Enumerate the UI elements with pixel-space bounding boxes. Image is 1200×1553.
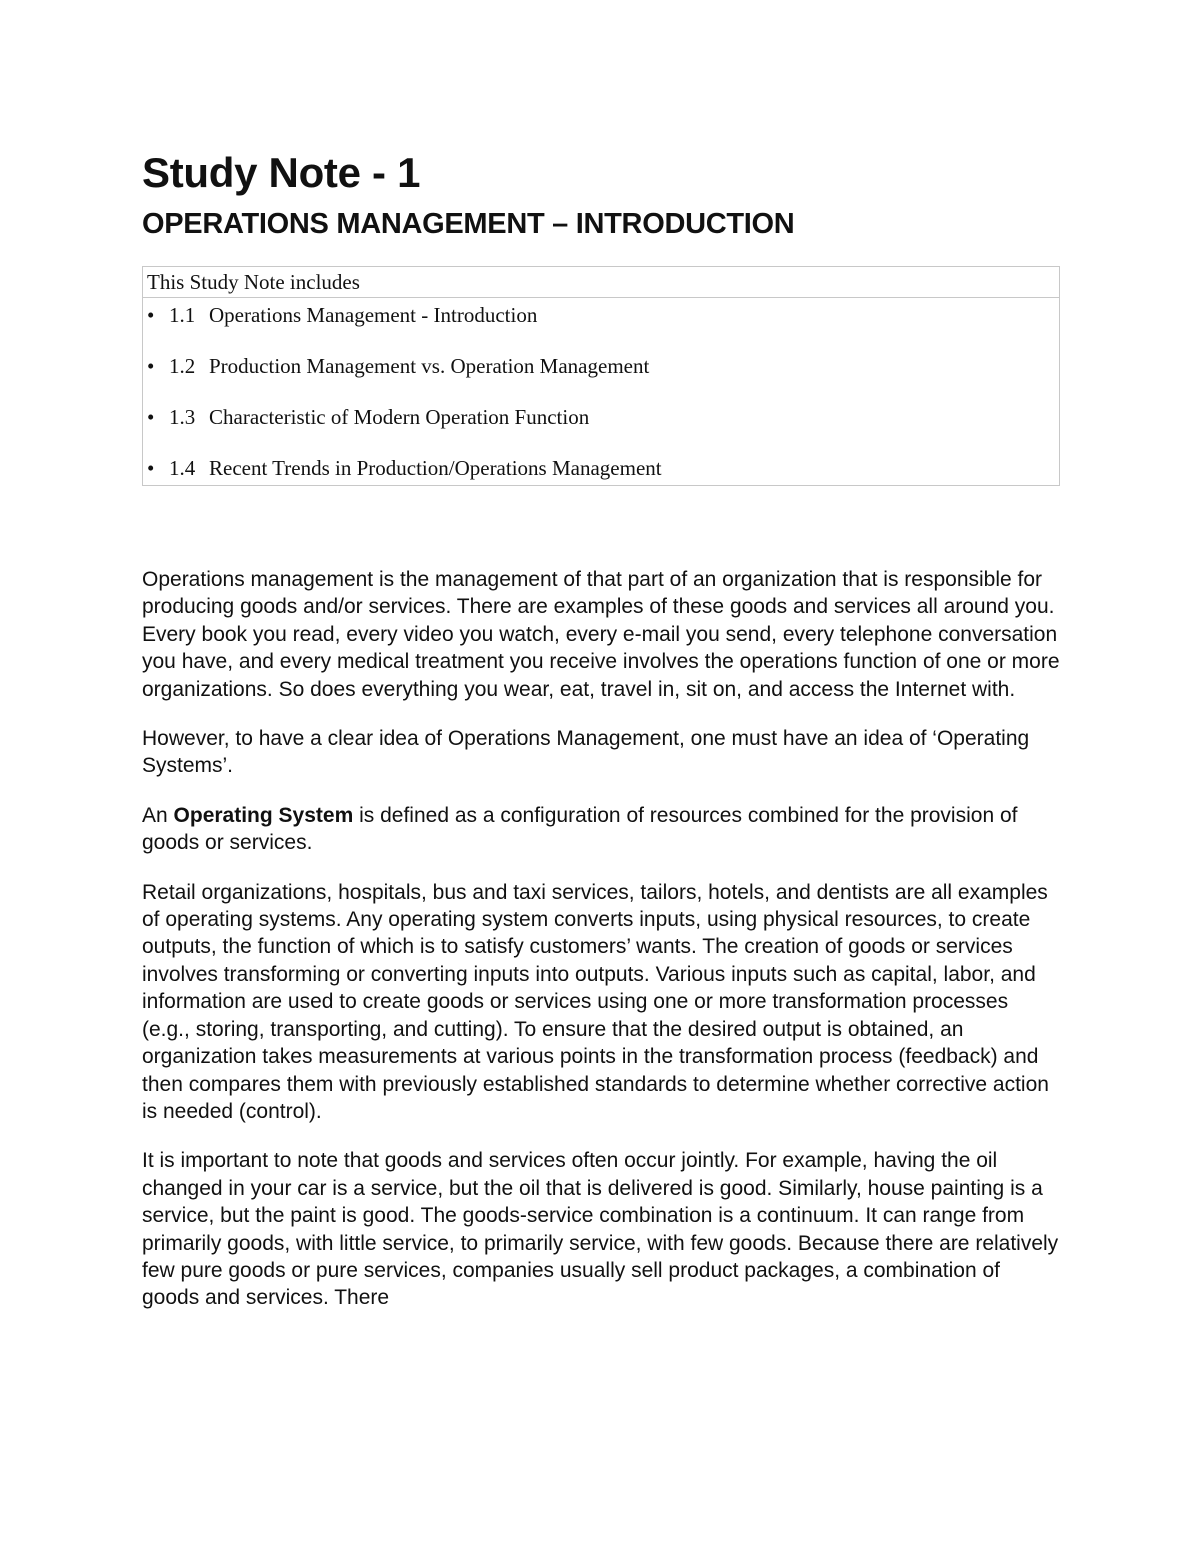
paragraph-goods-services: It is important to note that goods and services often occur jointly. For example, having the oil changed in your car is a service, but the oil that is delivered is good. Similarly, house painting is a service, but the paint is good. The goods-service combination is a continuum. It can range from primarily goods, with little service, to primarily service, with few goods. Because there are relatively few pure goods or pure services, companies usually sell product packages, a combination of goods and services. There: [142, 1149, 1059, 1310]
contents-item-label: Production Management vs. Operation Management: [209, 354, 650, 378]
contents-item-number: 1.3: [169, 405, 196, 429]
document-page: [142, 148, 1060, 1334]
definition-term: Operating System: [173, 803, 354, 827]
contents-item-label: Recent Trends in Production/Operations Management: [209, 456, 662, 480]
bullet-icon: •: [147, 354, 155, 378]
contents-item-label: Operations Management - Introduction: [209, 303, 538, 327]
body-text: [142, 566, 1060, 1312]
contents-item: [147, 402, 1055, 432]
contents-item: [147, 351, 1055, 381]
contents-item-number: 1.2: [169, 354, 196, 378]
paragraph-operating-system-examples: Retail organizations, hospitals, bus and taxi services, tailors, hotels, and dentists are all examples of operating systems. Any operating system converts inputs, using physical resources, to create outputs, the function of which is to satisfy customers’ wants. The creation of goods or services involves transforming or converting inputs into outputs. Various inputs such as capital, labor, and information are used to create goods or services using one or more transformation processes (e.g., storing, transporting, and cutting). To ensure that the desired output is obtained, an organization takes measurements at various points in the transformation process (feedback) and then compares them with previously established standards to determine whether corrective action is needed (control).: [142, 880, 1049, 1123]
bullet-icon: •: [147, 303, 155, 327]
contents-list: [143, 298, 1059, 485]
definition-lead: An: [142, 803, 174, 827]
paragraph-operations-management: Operations management is the management of that part of an organization that is responsible for producing goods and/or services. There are examples of these goods and services all around you. Every book you read, every video you watch, every e-mail you send, every telephone conversation you have, and every medical treatment you receive involves the operations function of one or more organizations. So does everything you wear, eat, travel in, sit on, and access the Internet with.: [142, 568, 1060, 701]
paragraph-operating-system-definition: [142, 802, 1060, 857]
contents-item-label: Characteristic of Modern Operation Function: [209, 405, 590, 429]
study-note-contents-box: [142, 266, 1060, 486]
contents-item: [147, 453, 1055, 483]
bullet-icon: •: [147, 456, 155, 480]
definition-text: is defined as a configuration of resources combined for the provision of goods or services.: [142, 803, 1018, 855]
document-subtitle: OPERATIONS MANAGEMENT – INTRODUCTION: [142, 208, 795, 240]
contents-header: This Study Note includes: [143, 267, 1059, 298]
contents-item-number: 1.1: [169, 303, 196, 327]
bullet-icon: •: [147, 405, 155, 429]
paragraph-operating-systems-intro: However, to have a clear idea of Operations Management, one must have an idea of ‘Operating Systems’.: [142, 727, 1030, 778]
contents-item: [147, 300, 1055, 330]
contents-item-number: 1.4: [169, 456, 196, 480]
document-title: Study Note - 1: [142, 149, 421, 196]
